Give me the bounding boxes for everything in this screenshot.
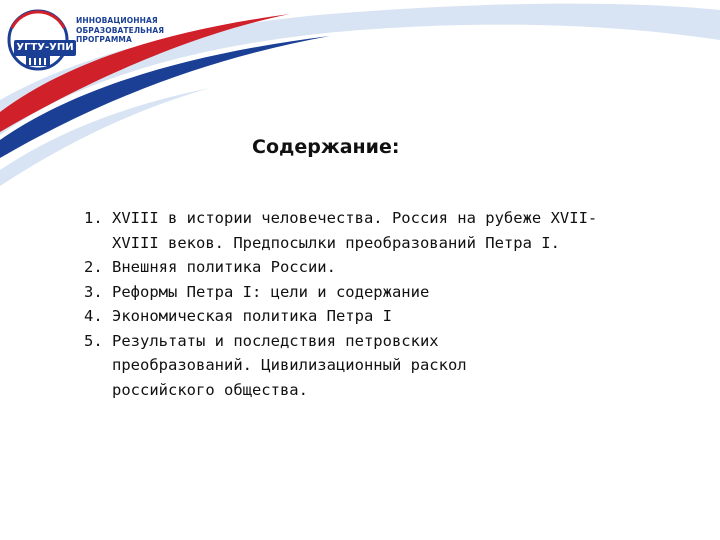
item-line: Экономическая политика Петра I: [112, 307, 392, 325]
item-text: [112, 206, 684, 255]
logo-main-text: УГТУ-УПИ: [14, 40, 76, 56]
item-text: [112, 329, 684, 403]
list-item: [84, 329, 684, 403]
list-item: [84, 280, 684, 305]
item-number: 3.: [84, 282, 103, 301]
logo-program-text: [76, 16, 166, 45]
item-line: XVIII веков. Предпосылки преобразований Петра I.: [112, 233, 560, 252]
logo-line: ИННОВАЦИОННАЯ: [76, 16, 158, 25]
item-line: XVIII в истории человечества. Россия на рубеже XVII-: [112, 209, 598, 227]
item-line: российского общества.: [112, 380, 308, 399]
logo-line: ПРОГРАММА: [76, 35, 132, 44]
item-text: [112, 255, 684, 280]
logo-line: ОБРАЗОВАТЕЛЬНАЯ: [76, 25, 165, 35]
list-item: [84, 255, 684, 280]
contents-list: [84, 206, 684, 402]
item-number: 4.: [84, 307, 103, 325]
item-line: преобразований. Цивилизационный раскол: [112, 356, 467, 374]
item-number: 1.: [84, 209, 103, 227]
list-item: [84, 206, 684, 255]
item-line: Результаты и последствия петровских: [112, 331, 439, 350]
item-line: Реформы Петра I: цели и содержание: [112, 282, 430, 301]
item-number: 5.: [84, 331, 103, 350]
item-number: 2.: [84, 258, 103, 276]
item-text: [112, 304, 684, 329]
item-text: [112, 280, 684, 305]
slide-title: Содержание:: [252, 136, 400, 158]
university-logo: [6, 8, 165, 78]
list-item: [84, 304, 684, 329]
item-line: Внешняя политика России.: [112, 258, 336, 276]
